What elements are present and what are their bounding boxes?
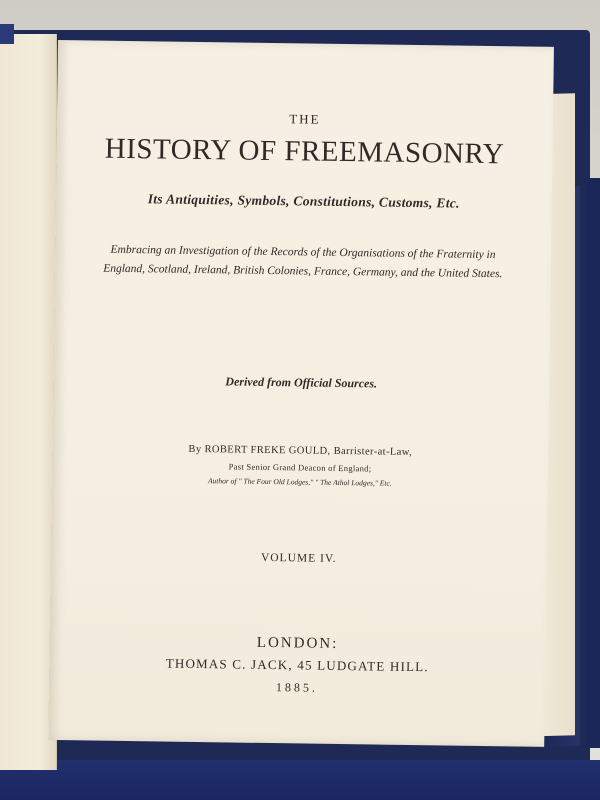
- source-note: Derived from Official Sources.: [225, 374, 378, 391]
- book-subtitle: Its Antiquities, Symbols, Constitutions, Customs, Etc.: [147, 191, 460, 211]
- publication-year: 1885.: [275, 680, 319, 695]
- publisher: THOMAS C. JACK, 45 LUDGATE HILL.: [165, 655, 429, 675]
- author-byline: By ROBERT FREKE GOULD, Barrister-at-Law,: [188, 443, 413, 458]
- title-article: THE: [289, 111, 321, 127]
- book-title: HISTORY OF FREEMASONRY: [104, 132, 505, 171]
- book-cover-corner: [585, 178, 600, 748]
- cover-corner-left: [0, 24, 14, 44]
- book-description: Embracing an Investigation of the Records of the Organisations of the Fraternity in England, Scotland, Ireland, British Colonies, France, Germany, and the United States.: [103, 243, 503, 281]
- title-page-text: [48, 40, 554, 747]
- author-works: Author of " The Four Old Lodges," " The Athol Lodges," Etc.: [207, 476, 392, 488]
- author-office: Past Senior Grand Deacon of England;: [228, 461, 372, 474]
- blue-cloth-bottom: [0, 760, 600, 800]
- title-page: [48, 40, 554, 747]
- volume-number: VOLUME IV.: [260, 551, 337, 565]
- publication-city: LONDON:: [256, 634, 339, 652]
